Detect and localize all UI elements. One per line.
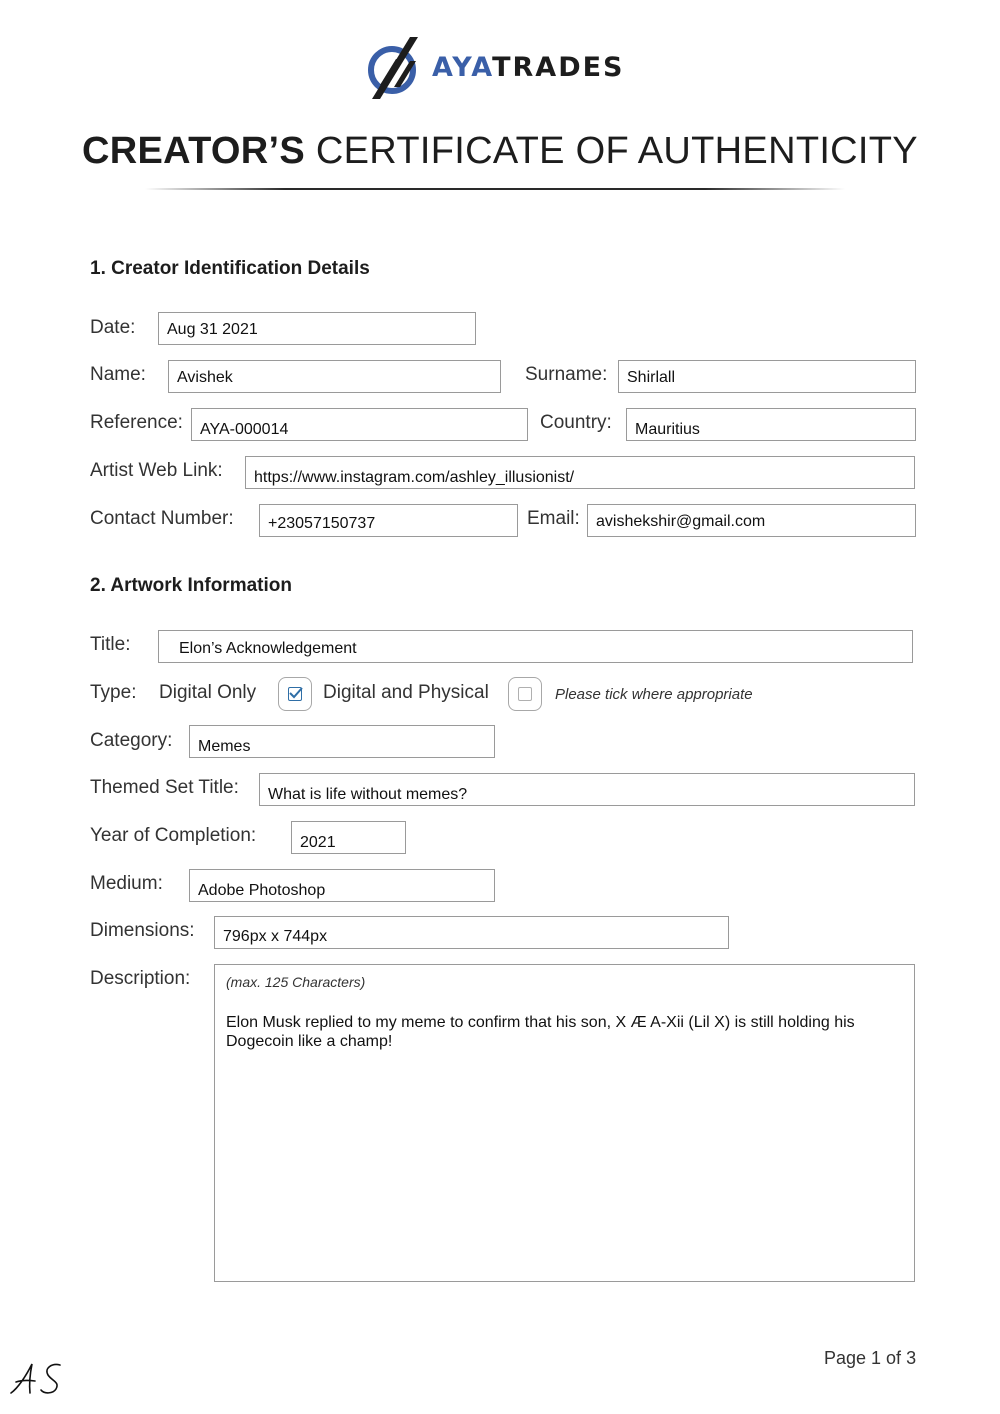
country-label: Country: bbox=[540, 412, 612, 433]
checkbox-inner bbox=[518, 687, 532, 701]
signature-initials bbox=[8, 1360, 70, 1396]
category-field[interactable]: Memes bbox=[189, 725, 495, 758]
surname-label: Surname: bbox=[525, 364, 608, 385]
themed-set-label: Themed Set Title: bbox=[90, 777, 239, 798]
medium-field[interactable]: Adobe Photoshop bbox=[189, 869, 495, 902]
name-label: Name: bbox=[90, 364, 146, 385]
brand-aya: AYA bbox=[432, 52, 493, 83]
surname-field[interactable]: Shirlall bbox=[618, 360, 916, 393]
reference-label: Reference: bbox=[90, 412, 183, 433]
contact-field[interactable]: +23057150737 bbox=[259, 504, 518, 537]
document-title-rest: CERTIFICATE OF AUTHENTICITY bbox=[305, 130, 918, 172]
title-label: Title: bbox=[90, 634, 131, 655]
weblink-label: Artist Web Link: bbox=[90, 460, 223, 481]
medium-label: Medium: bbox=[90, 873, 163, 894]
section2-heading: 2. Artwork Information bbox=[90, 575, 292, 596]
dimensions-label: Dimensions: bbox=[90, 920, 195, 941]
type-hint: Please tick where appropriate bbox=[555, 686, 753, 703]
description-field[interactable] bbox=[214, 964, 915, 1282]
description-label: Description: bbox=[90, 968, 191, 989]
document-title-bold: CREATOR’S bbox=[82, 130, 306, 172]
email-field[interactable]: avishekshir@gmail.com bbox=[587, 504, 916, 537]
type-label: Type: bbox=[90, 682, 137, 703]
description-text: Elon Musk replied to my meme to confirm that his son, X Æ A-Xii (Lil X) is still holding his Dogecoin like a champ! bbox=[226, 1014, 855, 1050]
contact-label: Contact Number: bbox=[90, 508, 234, 529]
themed-set-field[interactable]: What is life without memes? bbox=[259, 773, 915, 806]
page-number: Page 1 of 3 bbox=[824, 1348, 917, 1368]
type-digital-label: Digital Only bbox=[159, 682, 257, 703]
brand-trades: TRADES bbox=[492, 52, 625, 83]
dimensions-field[interactable]: 796px x 744px bbox=[214, 916, 729, 949]
type-physical-checkbox[interactable] bbox=[508, 677, 542, 711]
document-title bbox=[0, 130, 1000, 173]
type-physical-label: Digital and Physical bbox=[323, 682, 489, 703]
date-label: Date: bbox=[90, 317, 136, 338]
weblink-field[interactable]: https://www.instagram.com/ashley_illusionist/ bbox=[245, 456, 915, 489]
reference-field[interactable]: AYA-000014 bbox=[191, 408, 528, 441]
name-field[interactable]: Avishek bbox=[168, 360, 501, 393]
category-label: Category: bbox=[90, 730, 173, 751]
checkmark-icon bbox=[288, 686, 304, 700]
type-digital-checkbox[interactable] bbox=[278, 677, 312, 711]
title-divider bbox=[145, 188, 845, 190]
description-hint: (max. 125 Characters) bbox=[226, 974, 366, 990]
artwork-title-field[interactable]: Elon’s Acknowledgement bbox=[158, 630, 913, 663]
email-label: Email: bbox=[527, 508, 580, 529]
country-field[interactable]: Mauritius bbox=[626, 408, 916, 441]
section1-heading: 1. Creator Identification Details bbox=[90, 258, 370, 279]
year-label: Year of Completion: bbox=[90, 825, 257, 846]
date-field[interactable]: Aug 31 2021 bbox=[158, 312, 476, 345]
brand-wordmark bbox=[432, 52, 625, 83]
year-field[interactable]: 2021 bbox=[291, 821, 406, 854]
ayatrades-logo-icon bbox=[366, 35, 422, 101]
